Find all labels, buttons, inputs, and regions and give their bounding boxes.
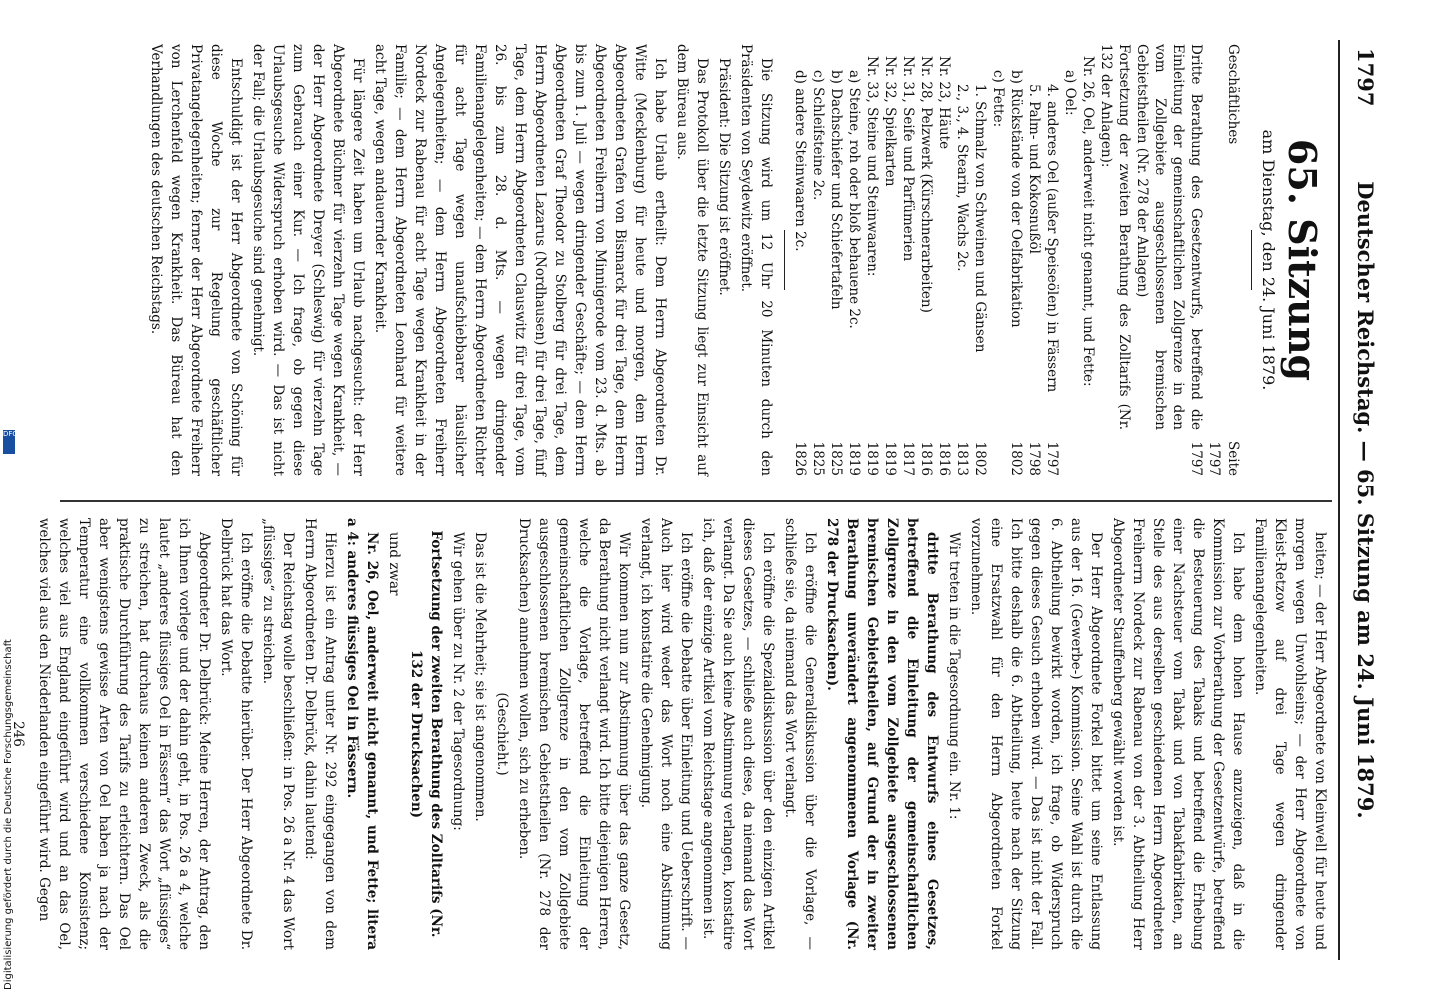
toc-entry-page: 1816 [918, 441, 934, 476]
left-column [60, 44, 1330, 476]
toc-entry [953, 44, 971, 476]
paragraph: Ich eröffne die Generaldiskussion über die Vorlage, — schließe sie, da niemand das Wort verlangt. [782, 518, 818, 950]
toc-entry-text: 4. anderes Oel (außer Speiseölen) in Fässern [1044, 84, 1060, 393]
tariff-item-heading: Nr. 26, Oel, anderweit nicht genannt, und Fette; litera a 4: anderes flüssiges Oel in Fässern. [344, 518, 380, 950]
header-page-number-left: 1797 [1353, 48, 1378, 107]
toc-entry-page: 1826 [792, 441, 808, 476]
header-rule [1338, 40, 1340, 960]
toc-entry-text: Nr. 26, Oel, anderweit nicht genannt, und Fette: [1080, 56, 1096, 387]
toc-entry-text: a) Steine, roh oder bloß behauene 2c. [846, 70, 862, 329]
toc-row [1205, 44, 1223, 476]
toc-entry [1007, 44, 1025, 476]
president-statement: Präsident: Die Sitzung ist eröffnet. [716, 58, 732, 296]
toc-entry-page: 1819 [882, 441, 898, 476]
digitization-credit: Digitalisierung gefördert durch die Deutsche Forschungsgemeinschaft [3, 639, 14, 990]
agenda-item-heading: dritte Berathung des Entwurfs eines Gesetzes, betreffend die Einleitung der gemeinschaftlichen Zollgrenze in den vom Zollgebiete ausgeschlossenen bremischen Gebietstheilen, auf Grund der in zweiter Berathung unverändert angenommenen Vorlage (Nr. 278 der Drucksachen). [824, 518, 940, 950]
paragraph: Das ist die Mehrheit; sie ist angenommen. [472, 532, 488, 822]
paragraph: Ich eröffne die Spezialdiskussion über den einzigen Artikel dieses Gesetzes, — schließe auch diese, da niemand das Wort verlangt. Da Sie auch keine Abstimmung verlangen, konstatire ich, daß der einzige Artikel vom Reichstage angenommen ist. [700, 518, 776, 950]
toc-entry-page [1079, 436, 1097, 476]
paragraph: Hierzu ist ein Antrag unter Nr. 292 eingegangen von dem Herrn Abgeordneten Dr. Delbrück, dahin lautend: [302, 518, 338, 950]
excused-paragraph: Entschuldigt ist der Herr Abgeordnete von Schöning für diese Woche zur Regelung geschäftlicher Privatangelegenheiten; ferner der Herr Abgeordnete Freiherr von Lerchenfeld wegen Krankheit. Das Büreau hat den Verhandlungen des deutschen Reichstags. [148, 44, 244, 476]
paragraph: Ich habe dem hohen Hause anzuzeigen, daß in die Kommission zur Vorberathung der Gesetzentwürfe, betreffend die Besteuerung des Tabaks und betreffend die Erhebung einer Nachsteuer vom Tabak und von Tabakfabrikaten, an Stelle des aus derselben geschiedenen Herrn Abgeordneten Freiherrn Nordeck zur Rabenau von der 3. Abtheilung Herr Abgeordneter Stauffenberg gewählt worden ist. [1110, 518, 1246, 950]
toc-entry [917, 44, 935, 476]
toc-entry [1079, 44, 1097, 476]
toc-entry-page: 1802 [972, 441, 988, 476]
toc-entry [827, 44, 845, 476]
session-date: am Dienstag, den 24. Juni 1879. [1259, 129, 1278, 391]
toc-entry-page: 1813 [954, 441, 970, 476]
toc-entry-page: 1819 [864, 441, 880, 476]
toc-entry-text: Fortsetzung der zweiten Berathung des Zolltarifs (Nr. 132 der Anlagen): [1098, 44, 1132, 430]
toc-entry-page: 1802 [1008, 441, 1024, 476]
toc-entry [791, 44, 809, 476]
toc-head-column: Seite [1225, 441, 1241, 476]
right-column [10, 518, 1330, 950]
dfg-logo-icon: DFG [3, 430, 15, 454]
toc-rule [784, 230, 785, 290]
toc-entry-page [1097, 436, 1133, 476]
toc-entry-text: Dritte Berathung des Gesetzentwurfs, betreffend die Einleitung der gemeinschaftlichen Zollgrenze in den vom Zollgebiete ausgeschlossenen bremischen Gebietstheilen (Nr. 278 der Anlagen) [1134, 44, 1204, 430]
motion-text: Der Reichstag wolle beschließen: in Pos. 26 a Nr. 4 das Wort „flüssiges“ zu streichen. [260, 518, 296, 950]
toc-entry [1097, 44, 1133, 476]
toc-entry-text: Nr. 23, Häute [936, 56, 952, 150]
title-rule [1251, 230, 1252, 290]
toc-entry-text: Nr. 31, Seife und Parfümerien [900, 56, 916, 262]
leave-granted-paragraph: Ich habe Urlaub ertheilt: Dem Herrn Abgeordneten Dr. Witte (Mecklenburg) für heute und morgen, dem Herrn Abgeordneten Grafen von Bismarck für drei Tage, dem Herrn Abgeordneten Freiherrn von Minnigerode vom 23. d. Mts. ab bis zum 1. Juli — wegen dringender Geschäfte; — dem Herrn Abgeordneten Graf Theodor zu Stolberg für drei Tage, dem Herrn Abgeordneten Lazarus (Nordhausen) für drei Tage, fünf Tage, dem Herrn Abgeordneten Clauswitz für drei Tage, vom 26. bis zum 28. d. Mts. — wegen dringender Familienangelegenheiten; — dem Herrn Abgeordneten Richter für acht Tage wegen unaufschiebbarer häuslicher Angelegenheiten; — dem Herrn Abgeordneten Freiherr Nordeck zur Rabenau für acht Tage wegen Krankheit in der Familie; — dem Herrn Abgeordneten Leonhard für weitere acht Tage, wegen andauernder Krankheit. [372, 44, 668, 476]
toc-head-label: Geschäftliches [1225, 44, 1241, 145]
toc-head-page: 1797 [1206, 441, 1222, 476]
toc-entry-text: Nr. 32, Spielkarten [882, 56, 898, 187]
toc-entry-page: 1816 [936, 441, 952, 476]
stage-direction: (Geschieht.) [494, 692, 510, 776]
toc-entry-page: 1825 [810, 441, 826, 476]
toc-entry [1043, 44, 1061, 476]
toc-header [1223, 44, 1243, 476]
toc-entry-page: 1797 [1188, 441, 1204, 476]
toc-entry [1133, 44, 1205, 476]
table-of-contents [791, 44, 1205, 476]
running-header: Deutscher Reichstag. — 65. Sitzung am 24. Juni 1879. [1353, 181, 1378, 819]
toc-entry [935, 44, 953, 476]
toc-entry-text: a) Oel: [1062, 70, 1078, 116]
paragraph: Ich eröffne die Debatte über Einleitung und Ueberschrift. — Auch hier wird weder das Wort noch eine Abstimmung verlangt, ich konstatire die Genehmigung. [638, 518, 694, 950]
toc-entry-page: 1817 [900, 441, 916, 476]
toc-entry-page: 1819 [846, 441, 862, 476]
toc-entry [1061, 44, 1079, 476]
agenda-item-heading: Fortsetzung der zweiten Berathung des Zolltarifs (Nr. 132 der Drucksachen) [408, 530, 444, 938]
toc-entry-text: 5. Palm- und Kokosnußöl [1026, 84, 1042, 254]
toc-entry [899, 44, 917, 476]
toc-entry-page: 1797 [1044, 441, 1060, 476]
toc-entry-text: d) andere Steinwaaren 2c. [792, 70, 808, 252]
page-number: 246 [10, 721, 26, 747]
toc-entry [809, 44, 827, 476]
paragraph: heiten; — der Herr Abgeordnete von Kleinwell für heute und morgen wegen Unwohlseins; — der Herr Abgeordnete von Kleist-Retzow auf drei Tage wegen dringender Familienangelegenheiten. [1252, 518, 1328, 950]
toc-entry [845, 44, 863, 476]
toc-entry-page [989, 436, 1007, 476]
toc-entry-text: b) Rückstände von der Oelfabrikation [1008, 70, 1024, 328]
paragraph: Wir gehen über zu Nr. 2 der Tagesordnung: [450, 532, 466, 831]
toc-entry-text: 1. Schmalz von Schweinen und Gänsen [972, 84, 988, 353]
toc-entry [1025, 44, 1043, 476]
toc-entry [881, 44, 899, 476]
speech-paragraph: Abgeordneter Dr. Delbrück: Meine Herren, der Antrag, den ich Ihnen vorlege und der dahin geht, in Pos. 26 a 4, welche lautet „anderes flüssiges Oel in Fässern“ das Wort „flüssiges“ zu streichen, hat durchaus keinen anderen Zweck, als die praktische Durchführung des Tarifs zu erleichtern. Das Oel aber wenigstens gewisse Arten von Oel haben ja nach der Temperatur eine vollkommen verschiedene Konsistenz; welches viel aus England eingeführt wird und an das Oel, welches viel aus den Niederlanden eingeführt wird. Gegen [36, 518, 212, 950]
toc-entry-text: 2., 3., 4. Stearin, Wachs 2c. [954, 84, 970, 272]
toc-entry [971, 44, 989, 476]
toc-entry-text: b) Dachschiefer und Schiefertafeln [828, 70, 844, 310]
paragraph: Ich eröffne die Debatte hierüber. Der Herr Abgeordnete Dr. Delbrück hat das Wort. [218, 518, 254, 950]
toc-entry [863, 44, 881, 476]
toc-entry-page: 1825 [828, 441, 844, 476]
digitization-footer [2, 430, 16, 990]
protocol-note: Das Protokoll über die letzte Sitzung liegt zur Einsicht auf dem Büreau aus. [674, 44, 710, 476]
opening-note: Die Sitzung wird um 12 Uhr 20 Minuten durch den Präsidenten von Seydewitz eröffnet. [738, 44, 774, 476]
toc-entry-text: c) Fette: [990, 70, 1006, 128]
paragraph: Wir treten in die Tagesordnung ein. Nr. 1: [946, 532, 962, 820]
toc-entry [989, 44, 1007, 476]
toc-entry-text: c) Schleifsteine 2c. [810, 70, 826, 201]
paragraph: Der Herr Abgeordnete Forkel bittet um seine Entlassung aus der 16. (Gewerbe-) Kommission. Seine Wahl ist durch die 6. Abtheilung bewirkt worden, ich frage, ob Widerspruch gegen dieses Gesuch erhoben wird. — Das ist nicht der Fall. Ich bitte deshalb die 6. Abtheilung, heute nach der Sitzung eine Ersatzwahl für den Herrn Abgeordneten Forkel vorzunehmen. [968, 518, 1104, 950]
toc-entry-page [1061, 436, 1079, 476]
paragraph: und zwar [386, 532, 402, 596]
paragraph: Wir kommen nun zur Abstimmung über das ganze Gesetz, da Berathung nicht verlangt wird. Ich bitte diejenigen Herren, welche die Vorlage, betreffend die Einleitung der gemeinschaftlichen Zollgrenze in den vom Zollgebiete ausgeschlossenen bremischen Gebietstheilen (Nr. 278 der Drucksachen) annehmen wollen, sich zu erheben. [516, 518, 632, 950]
toc-entry-text: Nr. 33, Steine und Steinwaaren: [864, 56, 880, 277]
toc-entry-text: Nr. 28, Pelzwerk (Kürschnerarbeiten) [918, 56, 934, 313]
leave-requests-paragraph: Für längere Zeit haben um Urlaub nachgesucht: der Herr Abgeordnete Büchner für vierzehn Tage wegen Krankheit, — der Herr Abgeordnete Dreyer (Schleswig) für vierzehn Tage zum Gebrauch einer Kur. — Ich frage, ob gegen diese Urlaubsgesuche Widerspruch erhoben wird. — Das ist nicht der Fall; die Urlaubsgesuche sind genehmigt. [250, 44, 366, 476]
session-title: 65. Sitzung [1280, 138, 1325, 382]
column-divider [60, 500, 1332, 502]
toc-entry-page: 1798 [1026, 441, 1042, 476]
